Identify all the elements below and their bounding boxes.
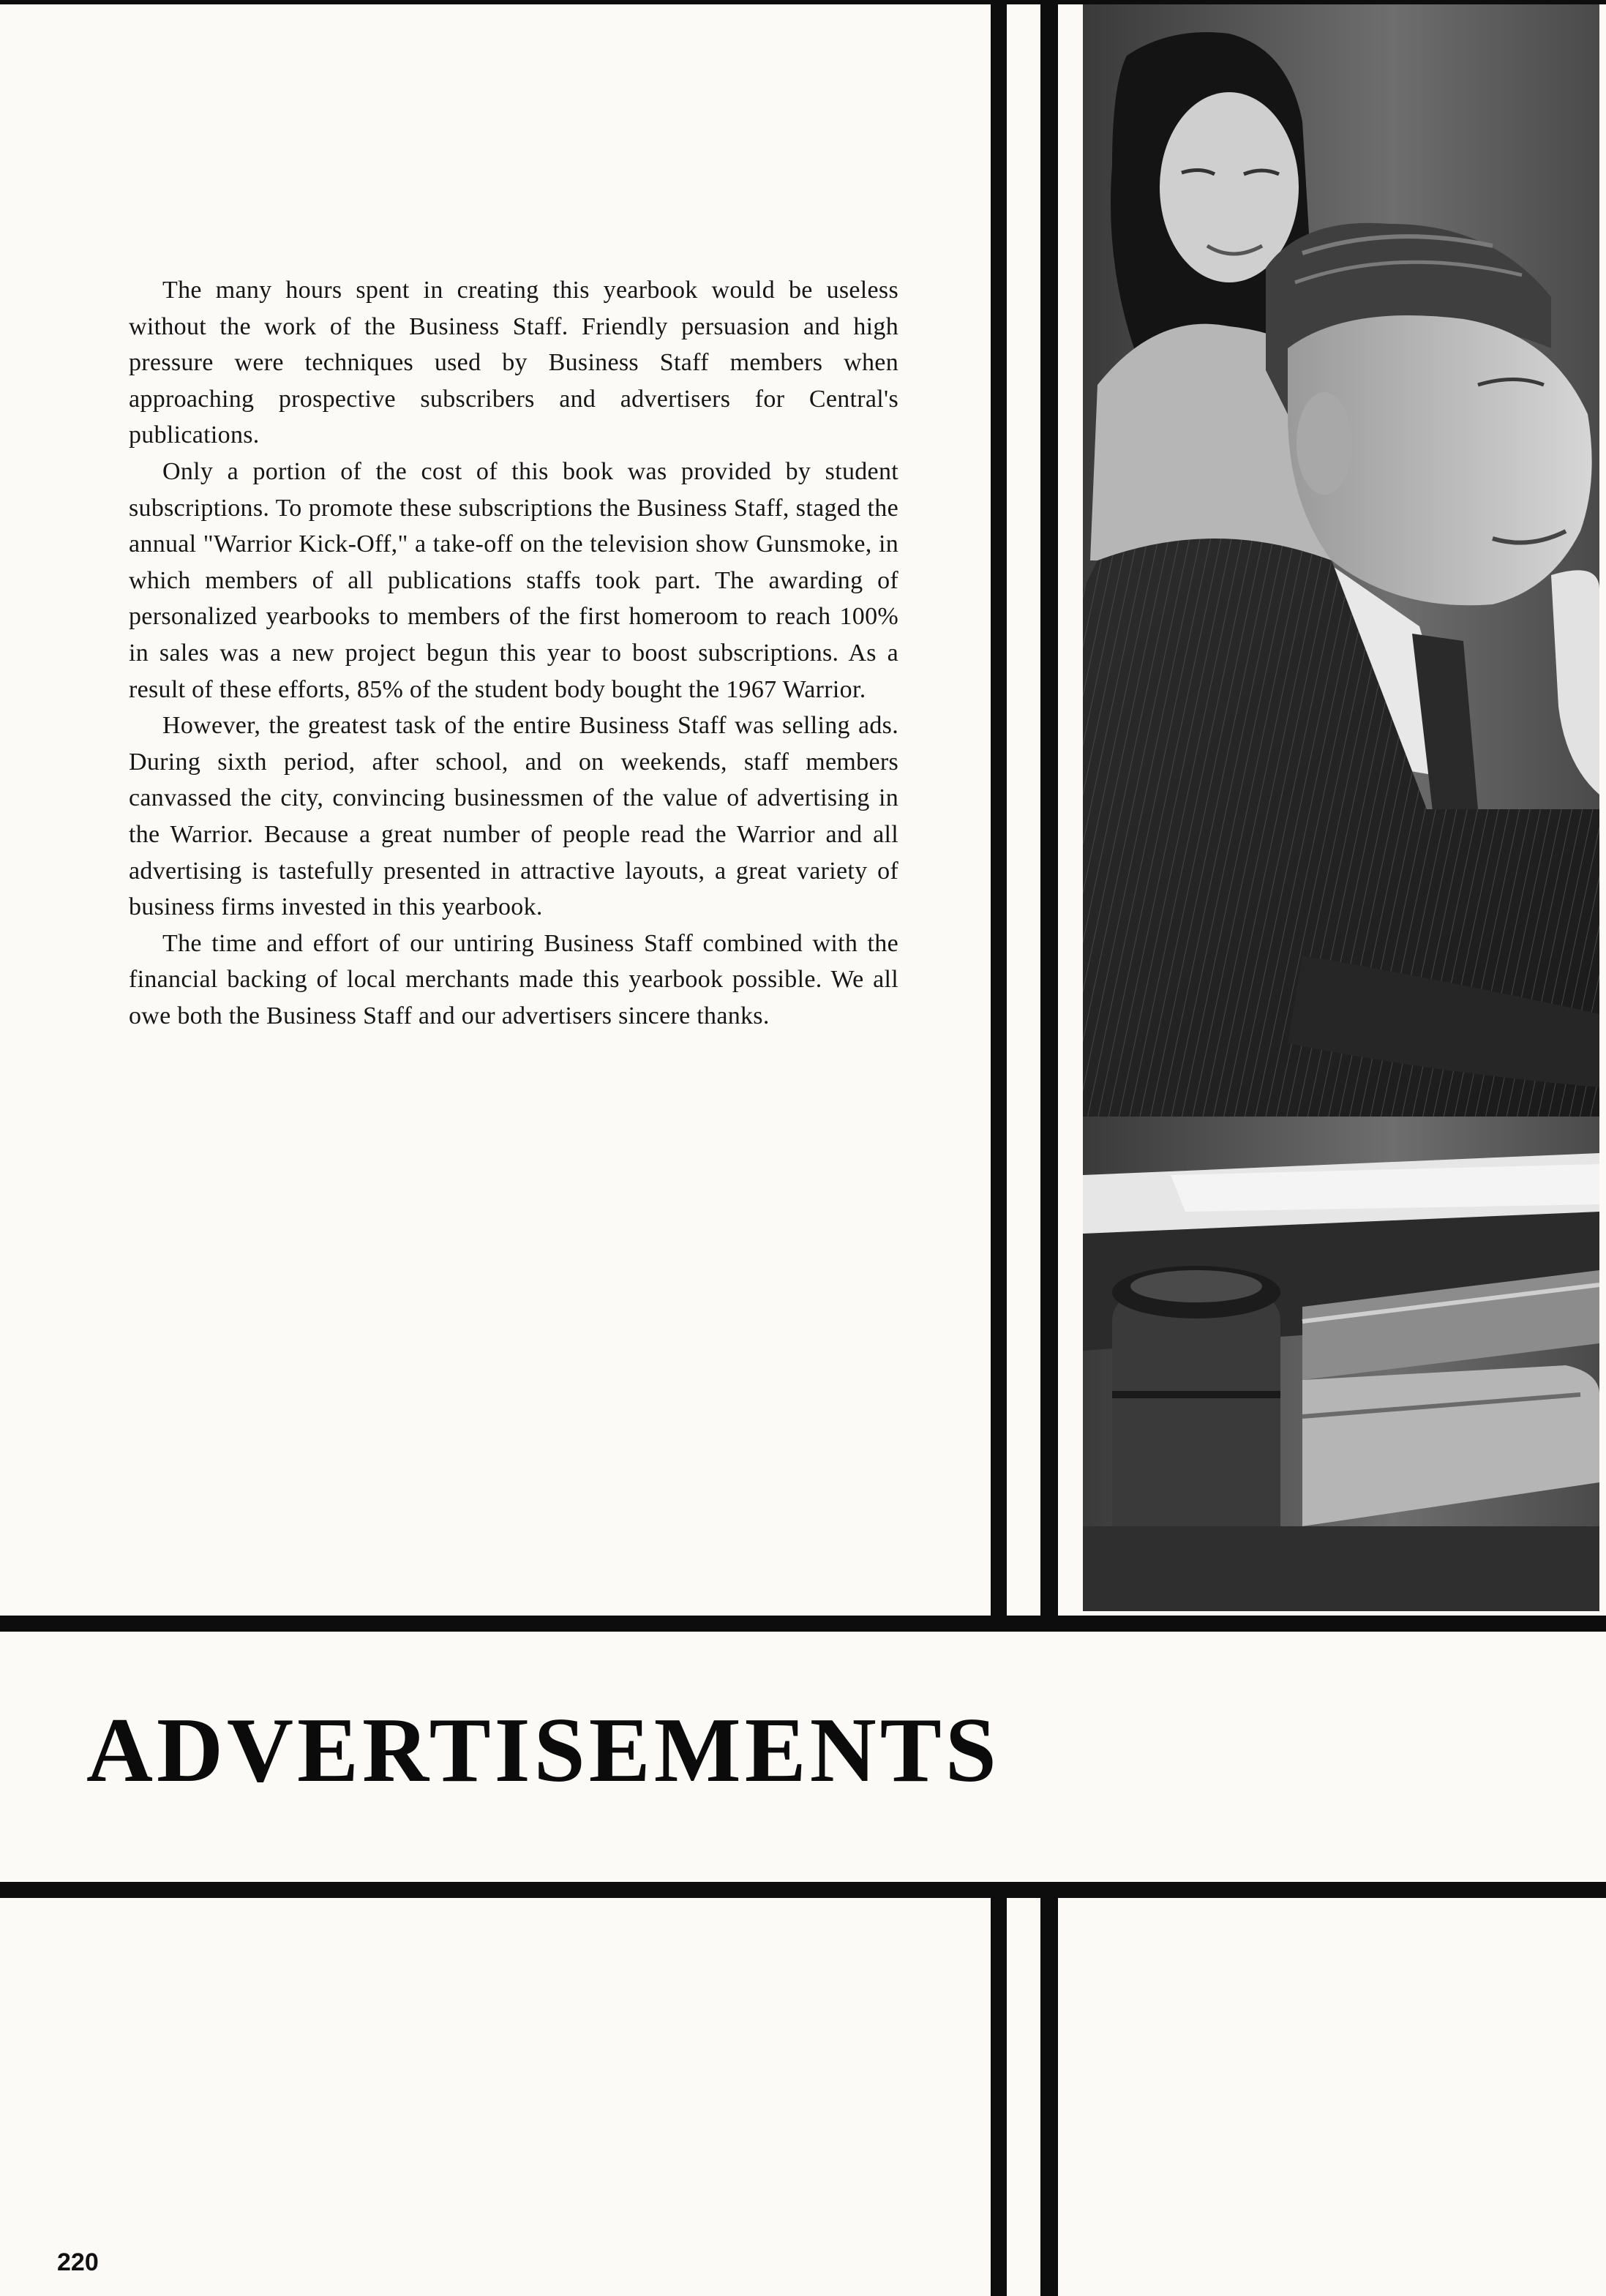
vertical-rule-upper-right bbox=[1040, 0, 1058, 1623]
article-paragraph: The many hours spent in creating this yearbook would be useless without the work of the Business Staff. Friendly persuasion and high pressure were techniques used by Business Staff members when approaching prospective subscribers and advertisers for Central's publications. bbox=[129, 277, 898, 449]
article-paragraph: Only a portion of the cost of this book was provided by student subscriptions. To promote these subscriptions the Business Staff, staged the annual "Warrior Kick-Off," a take-off on the television show Gunsmoke, in which members of all publications staffs took part. The awarding of personalized yearbooks to members of the first homeroom to reach 100% in sales was a new project begun this year to boost subscriptions. As a result of these efforts, 85% of the student body bought the 1967 Warrior. bbox=[129, 457, 898, 703]
horizontal-rule-upper bbox=[0, 1616, 1606, 1632]
article-body bbox=[129, 272, 898, 1034]
vertical-rule-lower-left bbox=[991, 1882, 1007, 2296]
article-paragraph: However, the greatest task of the entire Business Staff was selling ads. During sixth period, after school, and on weekends, staff members canvassed the city, convincing businessmen of the value of advertising in the Warrior. Because a great number of people read the Warrior and all advertising is tastefully presented in attractive layouts, a great variety of business firms invested in this yearbook. bbox=[129, 712, 898, 921]
page-number: 220 bbox=[57, 2248, 99, 2276]
vertical-rule-upper-left bbox=[991, 0, 1007, 1623]
section-title: ADVERTISEMENTS bbox=[86, 1700, 1000, 1801]
article-paragraph: The time and effort of our untiring Business Staff combined with the financial backing of local merchants made this yearbook possible. We all owe both the Business Staff and our advertisers sincere thanks. bbox=[129, 929, 898, 1029]
vertical-rule-lower-right bbox=[1040, 1882, 1058, 2296]
horizontal-rule-lower bbox=[0, 1882, 1606, 1898]
business-staff-photo bbox=[1083, 4, 1599, 1611]
